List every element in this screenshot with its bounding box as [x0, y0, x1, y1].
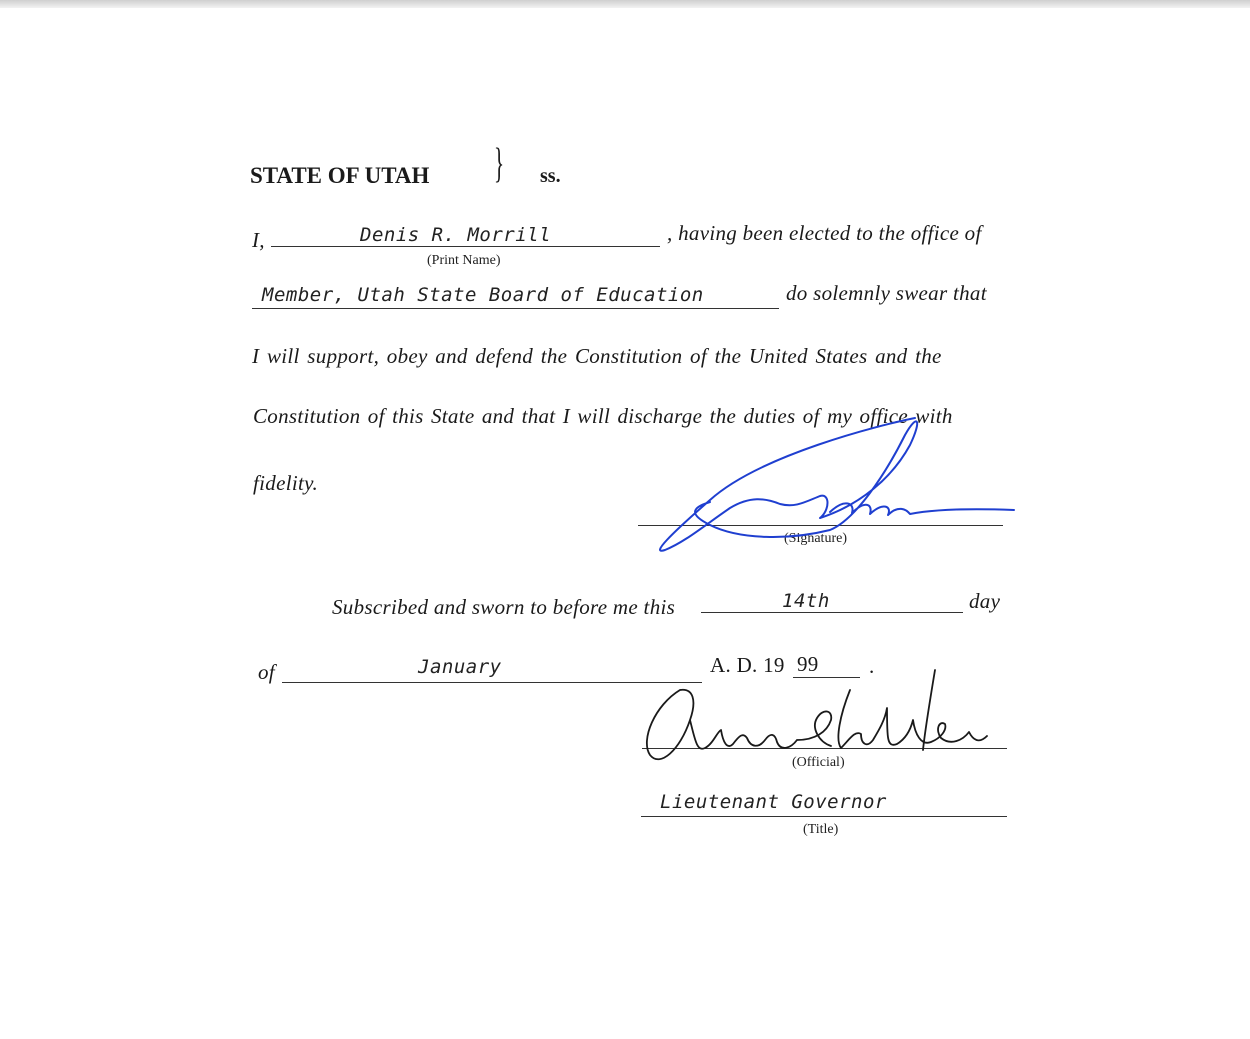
title-line	[641, 816, 1007, 817]
oath-line-4: Constitution of this State and that I will discharge the duties of my office with	[253, 404, 953, 428]
print-name-caption: (Print Name)	[427, 253, 501, 268]
title-caption: (Title)	[803, 822, 839, 837]
signature-caption: (Signature)	[784, 531, 847, 546]
print-name-line	[271, 246, 660, 247]
day-line	[701, 612, 963, 613]
day-value: 14th	[782, 590, 830, 612]
year-value: 99	[797, 652, 819, 676]
sworn-text: Subscribed and sworn to before me this	[332, 595, 676, 619]
oath-line-3: I will support, obey and defend the Constitution of the United States and the	[252, 344, 942, 368]
oath-line-5: fidelity.	[253, 471, 319, 495]
print-name-value: Denis R. Morrill	[360, 224, 552, 246]
swear-text: do solemnly swear that	[786, 281, 987, 305]
ss-abbreviation: ss.	[540, 165, 561, 187]
of-word: of	[258, 660, 275, 684]
state-heading: STATE OF UTAH	[250, 163, 430, 188]
office-value: Member, Utah State Board of Education	[262, 284, 704, 306]
office-line	[252, 308, 779, 309]
month-value: January	[418, 656, 502, 678]
brace-mark: }	[494, 141, 505, 187]
elected-text: , having been elected to the office of	[667, 221, 982, 245]
title-value: Lieutenant Governor	[660, 791, 887, 813]
official-signature-handwriting	[635, 660, 1015, 775]
official-caption: (Official)	[792, 755, 845, 770]
oath-i: I,	[252, 228, 265, 252]
ad-text: A. D. 19	[710, 653, 785, 677]
signature-handwriting	[630, 400, 1030, 570]
year-period: .	[869, 654, 875, 678]
day-word: day	[969, 589, 1001, 613]
